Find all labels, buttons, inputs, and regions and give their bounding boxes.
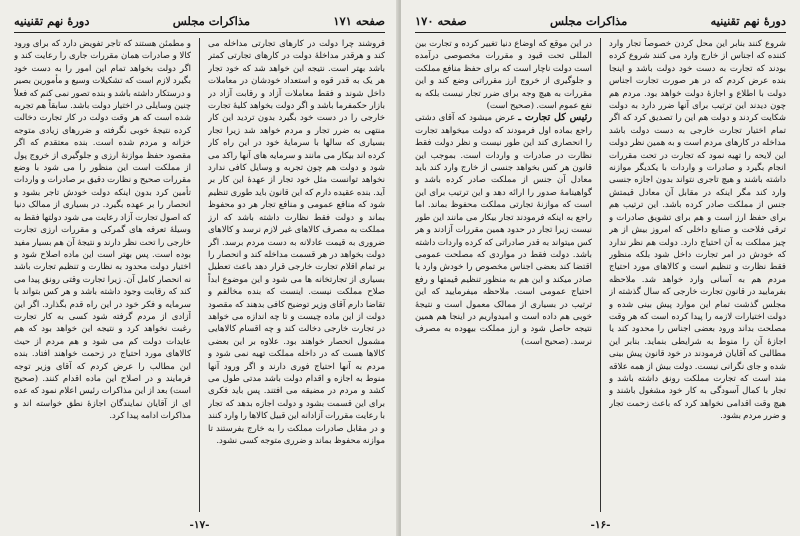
header-rule	[415, 32, 786, 33]
text-columns	[14, 38, 385, 512]
speech-text: عرض میشود که آقای دشتی راجع بماده اول فرمودند که دولت میخواهد تجارت را انحصاری کند این طور نیست و نظر دولت فقط نظارت در صادرات و واردات است. بموجب این قانون هر کس بخواهد جنسی از خارج وارد کند باید معادل آن جنس از مملکت صادر کرده باشد و گواهینامهٔ صدور را ارائه دهد و این ترتیب برای این است که موازنهٔ تجارتی مملکت محفوظ بماند. اما راجع به اینکه فرمودند تجار بیکار می مانند این طور نیست زیرا تجار در حدود همین مقررات آزادند و هر کس میتواند به قدر صادراتی که کرده واردات داشته باشد. دولت فقط در مواردی که مصلحت عمومی اقتضا کند بعضی اجناس مخصوص را خودش وارد یا صادر میکند و این هم به منظور تنظیم قیمتها و رفع احتیاج عمومی است. ملاحظه میفرمایید که این ترتیب در بسیاری از ممالک معمول است و نتیجهٔ خوبی هم داده است و امیدواریم در اینجا هم همین نتیجه حاصل شود و ارز مملکت بیهوده به مصرف نرسد. (صحیح است)	[415, 113, 592, 347]
speaker-heading: رئیس کل تجارت ـ	[518, 112, 592, 124]
running-title: مذاکرات مجلس	[172, 14, 251, 28]
page-number-label: صفحه ۱۷۱	[333, 14, 385, 28]
column-divider	[199, 38, 200, 512]
text-column-left	[415, 38, 592, 512]
folio: -۱۶-	[590, 519, 611, 531]
header-rule	[14, 32, 385, 33]
folio: -۱۷-	[189, 519, 210, 531]
running-title: مذاکرات مجلس	[549, 14, 628, 28]
page-header	[14, 12, 385, 30]
paragraph: و مطمئن هستند که تاجر تفویض دارد که برای ورود کالا و صادرات همان مقررات جاری را رعایت کند و اگر دولت بخواهد تمام این امور را به دست خود بگیرد لازم است که تشکیلات وسیع و مأمورین بصیر و درستکار داشته باشد و بنده تصور نمی کنم که فعلاً چنین وسایلی در اختیار دولت باشد. سابقاً هم تجربه شده است که هر وقت دولت در کار تجارت دخالت کرده نتیجهٔ خوبی نگرفته و ضررهای زیادی متوجه خزانه و مردم شده است. بنده معتقدم که اگر مقصود حفظ موازنهٔ ارزی و جلوگیری از خروج پول از مملکت است این منظور را می شود با وضع مقررات صحیح و نظارت دقیق بر صادرات و واردات تأمین کرد بدون اینکه دولت خودش تاجر بشود و انحصار را بر عهده بگیرد. در بسیاری از ممالک دنیا که اصول تجارت آزاد رعایت می شود دولتها فقط به وسیلهٔ تعرفه های گمرکی و مقررات ارزی تجارت خارجی را تحت نظر دارند و نتیجهٔ آن هم بسیار مفید بوده است. پس بهتر است این ماده اصلاح شود و اختیار دولت محدود به نظارت و تنظیم تجارت باشد نه انحصار کامل آن. زیرا تجارت وقتی رونق پیدا می کند که رقابت وجود داشته باشد و هر کس بتواند با سرمایه و فکر خود در این راه قدم بگذارد. اگر این آزادی از مردم گرفته شود کسی به کار تجارت رغبت نخواهد کرد و نتیجه این خواهد بود که هم عایدات دولت کم می شود و هم مردم از حیث کالاهای مورد احتیاج در زحمت خواهند افتاد. بنده این مطالب را عرض کردم که آقای وزیر توجه فرمایند و در اصلاح این ماده اقدام کنند. (صحیح است) بعد از این مذاکرات رئیس اعلام نمود که عده ای از آقایان نمایندگان اجازهٔ نطق خواسته اند و مذاکرات ادامه پیدا کرد.	[14, 39, 191, 422]
paragraph: در این موقع که اوضاع دنیا تغییر کرده و تجارت بین المللی تحت قیود و مقررات مخصوصی درآمده است دولت ناچار است که برای حفظ منافع مملکت و جلوگیری از خروج ارز مقرراتی وضع کند و این مقررات به هیچ وجه برای ضرر تجار نیست بلکه به نفع عموم است. (صحیح است)	[415, 39, 592, 112]
page-header	[415, 12, 786, 30]
speaker-paragraph	[415, 112, 592, 348]
column-divider	[600, 38, 601, 512]
session-label: دورهٔ نهم تقنینیه	[710, 14, 786, 28]
page-number-label: صفحه ۱۷۰	[415, 14, 467, 28]
right-page	[401, 0, 800, 536]
left-page	[0, 0, 399, 536]
paragraph: فروشند چرا دولت در کارهای تجارتی مداخله می کند و هرقدر مداخلهٔ دولت در کارهای تجارتی کمتر باشد بهتر است. نتیجه این خواهد شد که خود تجار هر یک به قدر قوه و استعداد خودشان در معاملات داخل شوند و فقط معاملات آزاد و رقابت آزاد در بازار حکمفرما باشد و اگر دولت بخواهد کلیهٔ تجارت خارجی را در دست خود بگیرد بدون تردید این کار منتهی به ضرر تجار و مردم خواهد شد زیرا تجار بسیاری که سالها با سرمایهٔ خود در این راه کار کرده اند بیکار می مانند و سرمایه های آنها راکد می شود و دولت هم چون تجربه و وسایل کافی ندارد نخواهد توانست مثل خود تجار از عهدهٔ این کار بر آید. بنده عقیده دارم که این قانون باید طوری تنظیم شود که منافع عمومی و منافع تجار هر دو محفوظ بماند و دولت فقط نظارت داشته باشد که ارز مملکت به مصرف کالاهای غیر لازم نرسد و کالاهای ضروری به قیمت عادلانه به دست مردم برسد. اگر دولت بخواهد در هر قسمت مداخله کند و انحصار را بر تمام اقلام تجارت خارجی قرار دهد باعث تعطیل بسیاری از تجارتخانه ها می شود و این موضوع ابداً صلاح مملکت نیست. اینست که بنده مخالفم و تقاضا دارم آقای وزیر توضیح کافی بدهند که مقصود دولت از این ماده چیست و تا چه اندازه می خواهد در تجارت خارجی دخالت کند و چه اقسام کالاهایی مشمول انحصار خواهند بود. علاوه بر این بعضی کالاها هست که در داخله مملکت تهیه نمی شود و مردم به آنها احتیاج فوری دارند و اگر ورود آنها منوط به اجازه و اقدام دولت باشد مدتی طول می کشد و مردم در مضیقه می افتند. پس باید فکری برای این قسمت بشود و دولت اجازه بدهد که تجار با رعایت مقررات آزادانه این قبیل کالاها را وارد کنند و در مقابل صادرات مملکت را به خارج بفرستند تا موازنه محفوظ بماند و ضرری متوجه کسی نشود.	[208, 39, 385, 446]
paragraph: شروع کنند بنابر این محل کردن خصوصاً تجار وارد کننده که اجناس از خارج وارد می کنند شروع کرده بودند که تجارت به دست خود دولت باشد و اینجا بنده عرض کردم که در هر صورت تجارت اجناس دولت با اطلاع و اجازهٔ دولت خواهد بود. مردم هم چون دیدند این ترتیب برای آنها ضرر دارد به دولت شکایت کردند و دولت هم این را تصدیق کرد که اگر تمام اختیار تجارت خارجی به دست دولت باشد مداخله در کارهای مردم است و به همین نظر دولت این لایحه را تهیه نمود که تجارت در تحت مقررات انجام بگیرد و صادرات و واردات با یکدیگر موازنه داشته باشند و هیچ تاجری نتواند بدون اجازه جنسی وارد کند مگر اینکه در مقابل آن معادل قیمتش جنس از مملکت صادر کرده باشد. این ترتیب هم برای حفظ ارز است و هم برای تشویق صادرات و ترقی فلاحت و صنایع داخلی که امروز بیش از هر چیز مملکت به آن احتیاج دارد. دولت هم نظر ندارد که خودش در امر تجارت داخل شود بلکه منظور فقط نظارت و تنظیم است و کالاهای مورد احتیاج مردم هم به آسانی وارد خواهد شد. ملاحظه بفرمایید در قانون تجارت خارجی که سال گذشته از مجلس گذشت تمام این موارد پیش بینی شده و دولت اختیارات لازمه را پیدا کرده است که هر وقت مصلحت بداند ورود بعضی اجناس را محدود کند یا اجازهٔ آن را منوط به شرایطی بنماید. بنابر این مطالبی که آقایان فرمودند در خود قانون پیش بینی شده و جای نگرانی نیست. دولت بیش از همه علاقه مند است که تجارت مملکت رونق داشته باشد و تجار با کمال آسودگی به کار خود مشغول باشند و هیچ وقت اقدامی نخواهد کرد که باعث زحمت تجار و ضرر مردم بشود.	[609, 39, 786, 422]
session-label: دورهٔ نهم تقنینیه	[14, 14, 90, 28]
text-columns	[415, 38, 786, 512]
text-column-left	[14, 38, 191, 512]
text-column-right	[609, 38, 786, 512]
text-column-right	[208, 38, 385, 512]
